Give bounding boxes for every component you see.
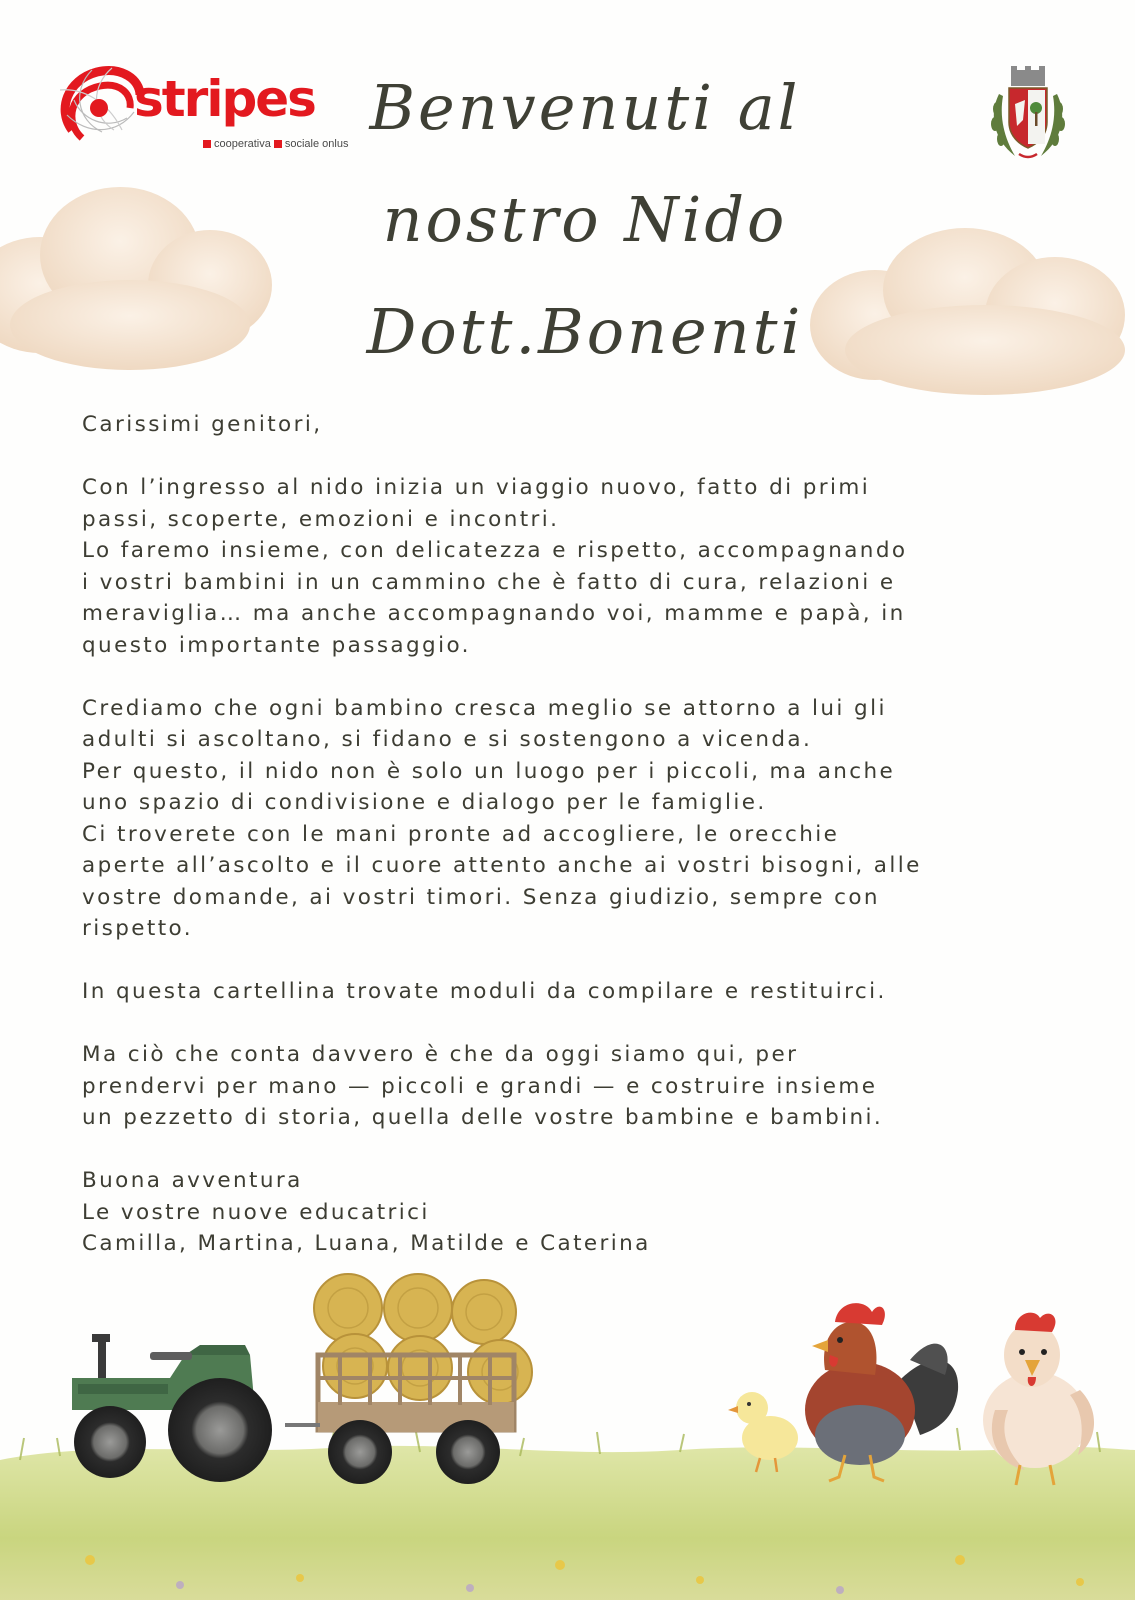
- letter-signoff: [82, 1165, 1072, 1260]
- stripes-tagline: [200, 139, 348, 150]
- letter-line: Con l’ingresso al nido inizia un viaggio nuovo, fatto di primi: [82, 475, 871, 500]
- letter-body: [82, 409, 1072, 1260]
- letter-paragraph-3: [82, 976, 1072, 1008]
- letter-paragraph-4: [82, 1039, 1072, 1134]
- farm-scene: [0, 1260, 1135, 1600]
- letter-line: Ma ciò che conta davvero è che da oggi siamo qui, per: [82, 1042, 799, 1067]
- letter-line: vostre domande, ai vostri timori. Senza giudizio, sempre con: [82, 884, 880, 910]
- letter-line: Crediamo che ogni bambino cresca meglio se attorno a lui gli: [82, 695, 887, 721]
- stripes-wordmark: stripes: [134, 70, 315, 128]
- title-line: Dott.Bonenti: [366, 295, 804, 368]
- stripes-tag-right: sociale onlus: [284, 138, 349, 150]
- letter-line: Ci troverete con le mani pronte ad accogliere, le orecchie: [82, 821, 840, 847]
- signoff-line: Le vostre nuove educatrici: [82, 1199, 430, 1225]
- letter-line: passi, scoperte, emozioni e incontri.: [82, 506, 560, 532]
- letter-paragraph-2: [82, 693, 1072, 945]
- municipal-crest-icon: [985, 64, 1071, 164]
- letter-line: uno spazio di condivisione e dialogo per le famiglie.: [82, 790, 767, 815]
- letter-line: In questa cartellina trovate moduli da compilare e restituirci.: [82, 979, 887, 1004]
- letter-paragraph-1: [82, 472, 1072, 661]
- letter-greeting: Carissimi genitori,: [82, 412, 323, 437]
- tag-square-icon: [274, 140, 282, 148]
- letter-line: aperte all’ascolto e il cuore attento anche ai vostri bisogni, alle: [82, 853, 922, 878]
- cloud-icon: [805, 220, 1135, 400]
- hay-bale-icon: [314, 1274, 532, 1404]
- letter-line: adulti si ascoltano, si fidano e si sostengono a vicenda.: [82, 727, 813, 752]
- letter-line: un pezzetto di storia, quella delle vostre bambine e bambini.: [82, 1105, 884, 1130]
- letter-line: questo importante passaggio.: [82, 632, 471, 658]
- stripes-logo: [52, 60, 349, 160]
- letter-line: i vostri bambini in un cammino che è fatto di cura, relazioni e: [82, 569, 896, 595]
- letter-line: Lo faremo insieme, con delicatezza e rispetto, accompagnando: [82, 538, 908, 563]
- stripes-swirl-icon: [52, 60, 147, 150]
- letter-line: prendervi per mano — piccoli e grandi — e costruire insieme: [82, 1073, 878, 1099]
- stripes-tag-left: cooperativa: [214, 138, 271, 150]
- letter-line: Per questo, il nido non è solo un luogo per i piccoli, ma anche: [82, 758, 896, 784]
- signoff-line: Camilla, Martina, Luana, Matilde e Caterina: [82, 1231, 651, 1256]
- title-line: nostro Nido: [382, 183, 788, 256]
- meadow-icon: [0, 1428, 1135, 1600]
- signoff-line: Buona avventura: [82, 1168, 303, 1193]
- letter-line: meraviglia… ma anche accompagnando voi, mamme e papà, in: [82, 601, 906, 626]
- page-title: [335, 52, 835, 388]
- letter-line: rispetto.: [82, 916, 193, 941]
- cloud-icon: [0, 175, 280, 375]
- tag-square-icon: [203, 140, 211, 148]
- title-line: Benvenuti al: [369, 71, 801, 144]
